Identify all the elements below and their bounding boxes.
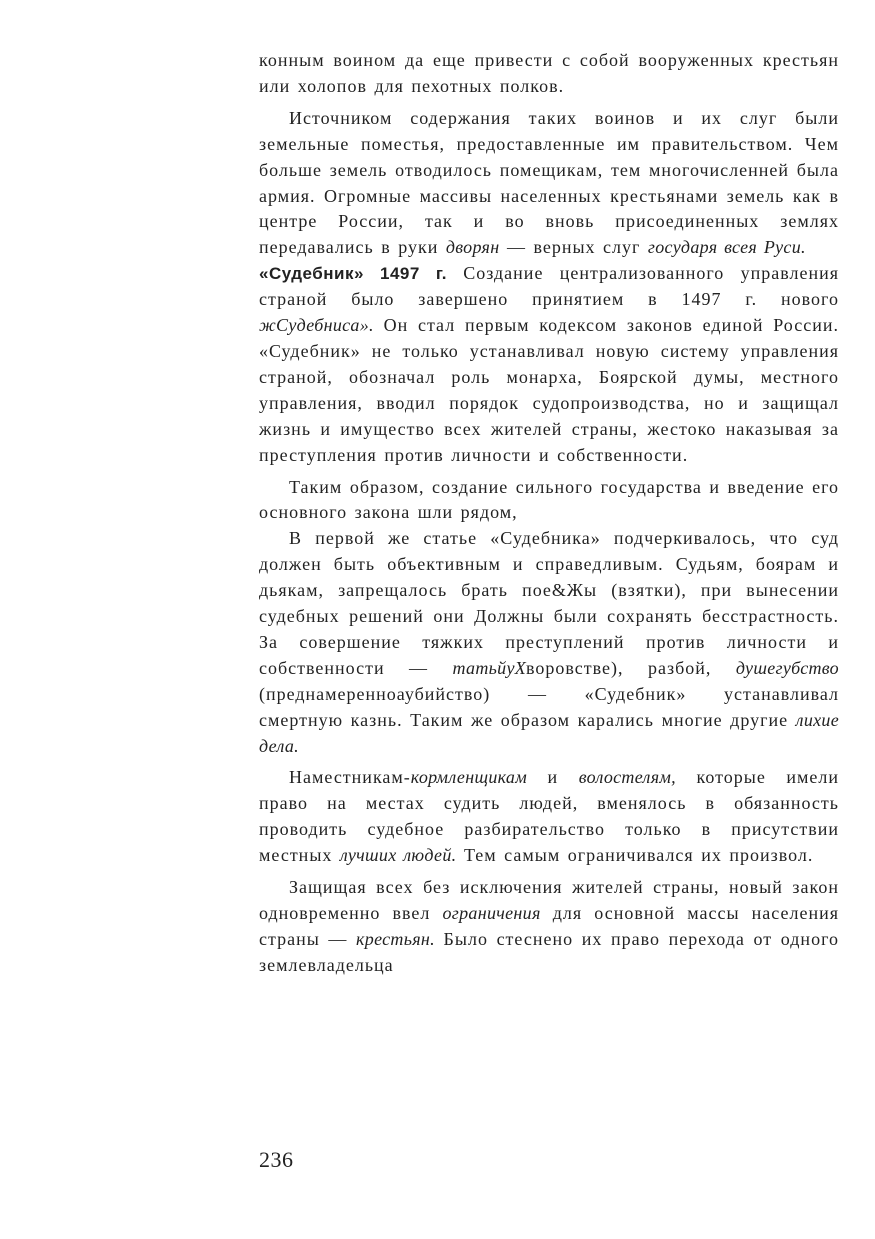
paragraph bbox=[259, 106, 839, 261]
emphasis-text: жСудебнисa». bbox=[259, 315, 374, 336]
emphasis-text: душегубство bbox=[735, 657, 839, 678]
paragraph-text: Он стал первым кодексом законов единой России. «Судебник» не только устанавливал новую систему управления страной, обозначал роль монарха, Боярской думы, местного управления, вводил порядок судопроизводства, но и защищал жизнь и имущество всех жителей страны, жестоко наказывая за преступления против личности и собственности. bbox=[259, 315, 839, 465]
paragraph-text: Тем самым ограничивался их произвол. bbox=[456, 845, 814, 866]
paragraph-text: — верных слуг bbox=[499, 237, 648, 258]
paragraph-text: воровстве), разбой, bbox=[526, 657, 736, 678]
emphasis-text: государя всея Руси. bbox=[647, 237, 806, 258]
paragraph-text: Создание централизованного управления страной было завершено принятием в 1497 г. нового bbox=[259, 263, 839, 310]
paragraph-text: Защищая всех без исключения жителей страны, новый закон одновременно ввел bbox=[259, 877, 839, 923]
paragraph bbox=[259, 475, 839, 527]
paragraph-text: которые имели право на местах судить людей, вменялось в обязанность проводить судебное разбирательство только в присутствии местных bbox=[259, 767, 839, 866]
paragraph-text: для основной массы населения страны — bbox=[259, 903, 839, 949]
emphasis-text: татьйуХ bbox=[452, 657, 527, 678]
paragraph-text: В первой же статье «Судебника» подчеркивалось, что суд должен быть объективным и справедливым. Судьям, боярам и дьякам, запрещалось брать пое&Жы (взятки), при вынесении судебных решений они Должны были сохранять бесстрастность. За совершение тяжких преступлений против личности и собственности — bbox=[259, 528, 839, 678]
paragraph bbox=[259, 526, 839, 759]
paragraph bbox=[259, 875, 839, 979]
paragraph-text: Таким образом, создание сильного государства и введение его основного закона шли рядом, bbox=[259, 476, 839, 523]
emphasis-text: кормленщикам bbox=[410, 767, 527, 788]
section-heading: «Судебник» 1497 г. bbox=[259, 264, 447, 284]
emphasis-text: крестьян. bbox=[356, 928, 435, 949]
paragraph-text: конным воином да еще привести с собой вооруженных крестьян или холопов для пехотных полков. bbox=[259, 50, 839, 96]
page-number: 236 bbox=[259, 1147, 294, 1172]
paragraph-text: и bbox=[527, 767, 579, 788]
emphasis-text: лучших людей. bbox=[339, 845, 457, 866]
page-body bbox=[259, 48, 839, 979]
paragraph-text: (преднамеренноаубийство) — «Судебник» устанавливал смертную казнь. Таким же образом карались многие другие bbox=[259, 683, 839, 730]
emphasis-text: ограничения bbox=[442, 903, 541, 923]
paragraph bbox=[259, 48, 839, 100]
emphasis-text: дворян bbox=[445, 237, 500, 258]
emphasis-text: лихие дела. bbox=[259, 709, 839, 756]
paragraph-text: Наместникам- bbox=[289, 767, 411, 788]
paragraph bbox=[259, 765, 839, 869]
paragraph bbox=[259, 261, 839, 468]
paragraph-text: Было стеснено их право перехода от одного землевладельца bbox=[259, 928, 840, 975]
emphasis-text: волостелям, bbox=[578, 767, 676, 788]
paragraph-text: Источником содержания таких воинов и их слуг были земельные поместья, предоставленные им правительством. Чем больше земель отводилось помещикам, тем многочисленней была армия. Огромные массивы населенных крестьянами земель как в центре России, так и во вновь присоединенных землях передавались в руки bbox=[259, 107, 839, 258]
